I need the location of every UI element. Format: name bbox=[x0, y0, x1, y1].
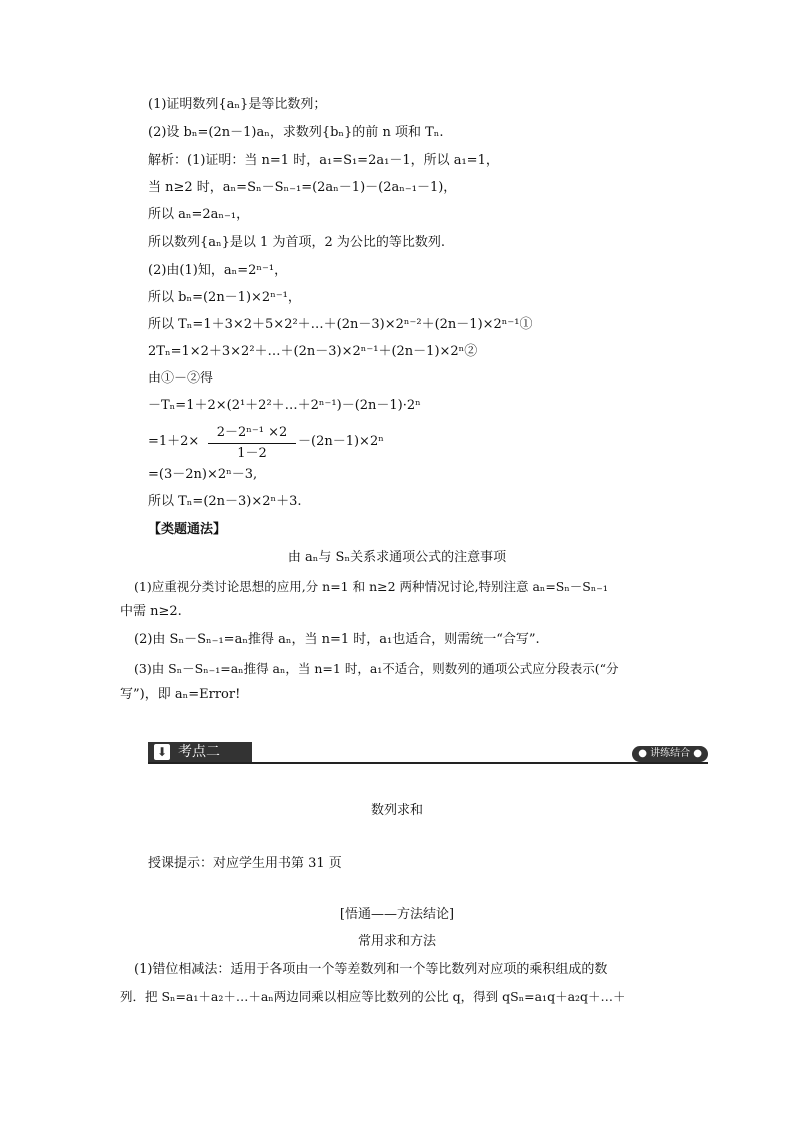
l4: 当 n≥2 时，aₙ=Sₙ－Sₙ₋₁=(2aₙ－1)－(2aₙ₋₁－1)， bbox=[148, 180, 457, 195]
section-band bbox=[148, 742, 708, 766]
l8: 所以 bₙ=(2n－1)×2ⁿ⁻¹， bbox=[148, 290, 301, 305]
section-tag-label: 考点二 bbox=[178, 744, 220, 760]
l10: 2Tₙ=1×2＋3×2²＋…＋(2n－3)×2ⁿ⁻¹＋(2n－1)×2ⁿ② bbox=[148, 344, 478, 359]
section-hint: 授课提示：对应学生用书第 31 页 bbox=[148, 856, 342, 871]
fraction bbox=[208, 425, 296, 462]
l12: －Tₙ=1＋2×(2¹＋2²＋…＋2ⁿ⁻¹)－(2n－1)·2ⁿ bbox=[148, 398, 421, 413]
section-tag bbox=[148, 742, 252, 762]
method-p3a: (3)由 Sₙ－Sₙ₋₁=aₙ推得 aₙ，当 n=1 时，a₁不适合，则数列的通项公式应分段表示(“分 bbox=[134, 661, 619, 676]
section-subtitle: 常用求和方法 bbox=[357, 934, 436, 949]
l3: 解析：(1)证明：当 n=1 时，a₁=S₁=2a₁－1，所以 a₁=1， bbox=[148, 153, 499, 168]
section-p2: 列．把 Sₙ=a₁＋a₂＋…＋aₙ两边同乘以相应等比数列的公比 q，得到 qSₙ=a₁q＋a₂q＋…＋ bbox=[120, 989, 626, 1004]
l13-right: －(2n－1)×2ⁿ bbox=[298, 434, 384, 449]
fraction-numerator: 2－2ⁿ⁻¹ ×2 bbox=[208, 425, 296, 444]
section-rule bbox=[148, 762, 708, 764]
l2: (2)设 bₙ=(2n－1)aₙ，求数列{bₙ}的前 n 项和 Tₙ. bbox=[148, 125, 444, 140]
l1: (1)证明数列{aₙ}是等比数列； bbox=[148, 97, 327, 112]
l11: 由①－②得 bbox=[148, 371, 214, 386]
l13-left: =1＋2× bbox=[148, 434, 200, 449]
l7: (2)由(1)知，aₙ=2ⁿ⁻¹， bbox=[148, 263, 288, 278]
section-p1: (1)错位相减法：适用于各项由一个等差数列和一个等比数列对应项的乘积组成的数 bbox=[134, 962, 608, 977]
section-sub: [悟通——方法结论] bbox=[339, 907, 455, 922]
fraction-denominator: 1－2 bbox=[237, 446, 267, 461]
l15: 所以 Tₙ=(2n－3)×2ⁿ＋3. bbox=[148, 494, 302, 509]
method-p1b: 中需 n≥2. bbox=[120, 604, 182, 619]
method-heading: 【类题通法】 bbox=[148, 522, 227, 537]
method-p2: (2)由 Sₙ－Sₙ₋₁=aₙ推得 aₙ，当 n=1 时，a₁也适合，则需统一“合写”. bbox=[134, 632, 540, 647]
section-title: 数列求和 bbox=[370, 803, 423, 818]
l5: 所以 aₙ=2aₙ₋₁， bbox=[148, 207, 250, 222]
l14: =(3－2n)×2ⁿ－3, bbox=[148, 467, 258, 482]
l9: 所以 Tₙ=1＋3×2＋5×2²＋…＋(2n－3)×2ⁿ⁻²＋(2n－1)×2ⁿ⁻¹① bbox=[148, 317, 533, 332]
arrow-down-icon: ⬇ bbox=[154, 744, 170, 760]
l6: 所以数列{aₙ}是以 1 为首项，2 为公比的等比数列. bbox=[148, 235, 445, 250]
method-p3b: 写”)，即 aₙ=Error! bbox=[120, 687, 241, 702]
method-p1a: (1)应重视分类讨论思想的应用,分 n=1 和 n≥2 两种情况讨论,特别注意 aₙ=Sₙ－Sₙ₋₁ bbox=[134, 579, 608, 594]
method-title: 由 aₙ与 Sₙ关系求通项公式的注意事项 bbox=[287, 550, 507, 565]
section-pill: ● 讲练结合 ● bbox=[632, 746, 708, 762]
